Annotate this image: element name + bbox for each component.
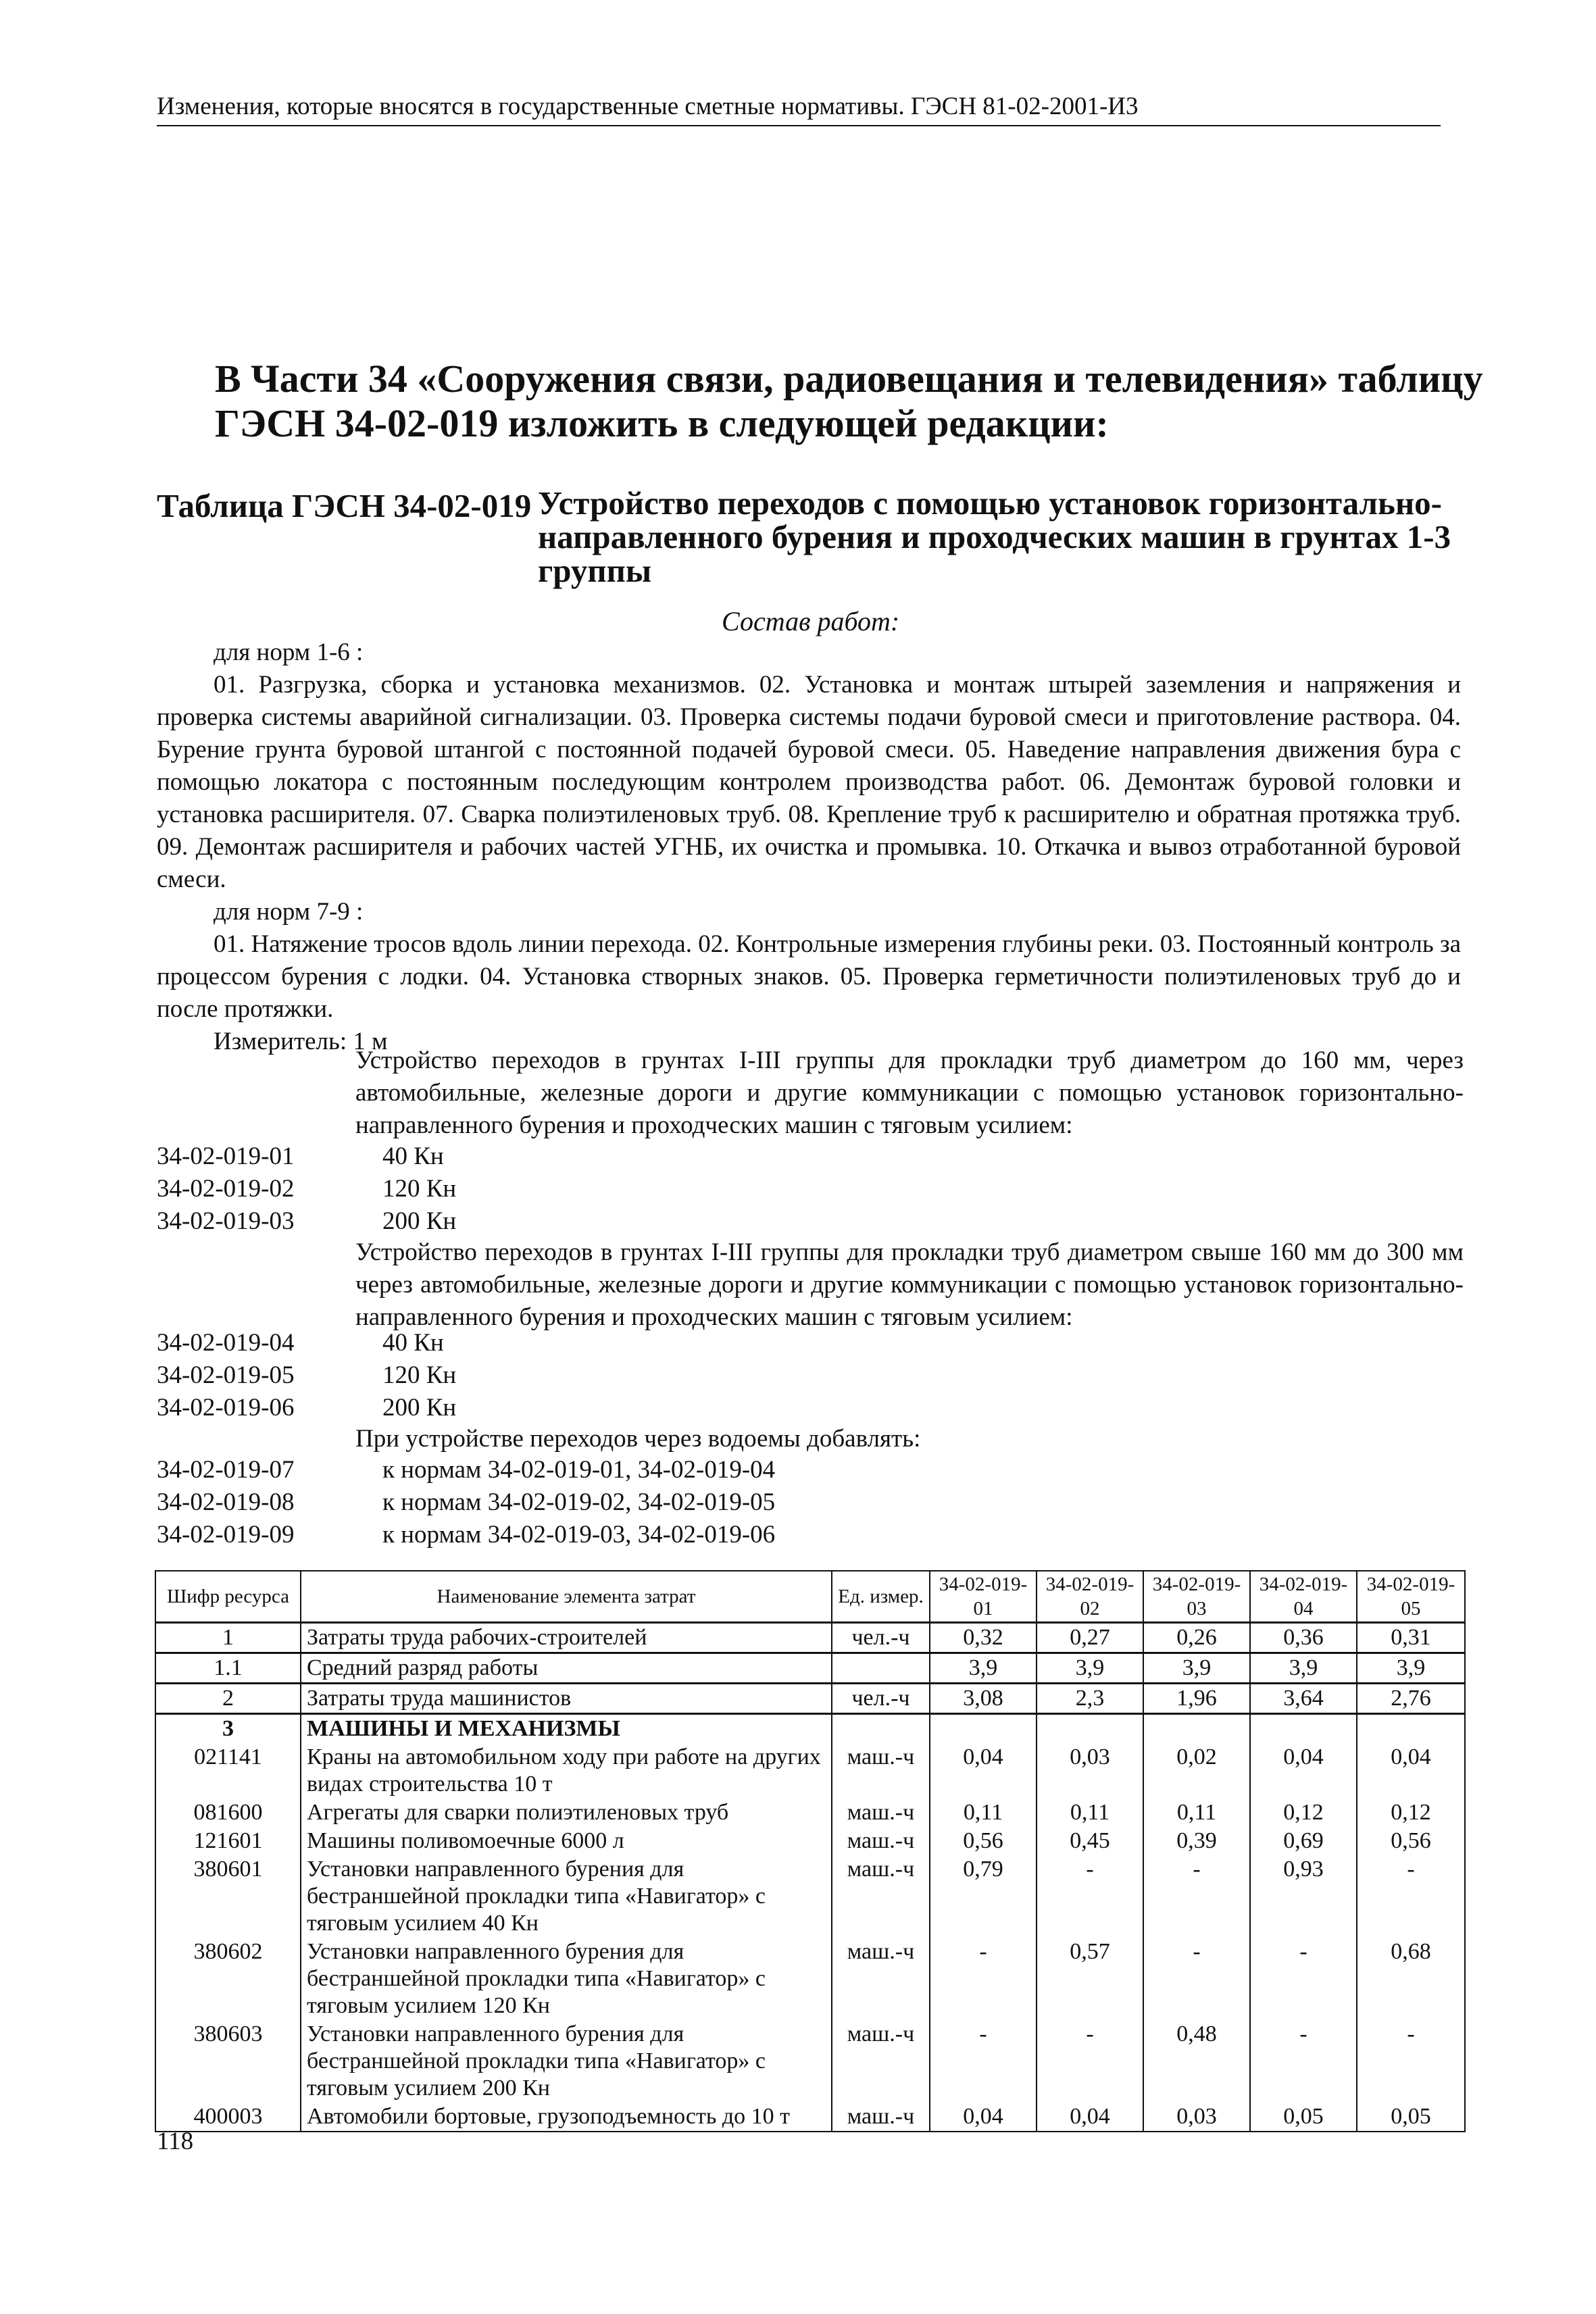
resource-unit: чел.-ч: [832, 1684, 930, 1714]
resource-code: 380602: [155, 1938, 301, 2020]
norm-value-cell: 3,9: [1037, 1653, 1143, 1684]
resource-name: Автомобили бортовые, грузоподъемность до 10 т: [301, 2103, 832, 2132]
norm-value: 200 Кн: [382, 1394, 457, 1422]
resource-name: МАШИНЫ И МЕХАНИЗМЫ: [301, 1714, 832, 1744]
norm-value-cell: 0,11: [930, 1799, 1037, 1827]
table-title-text: Устройство переходов с помощью установок горизонтально-направленного бурения и проходческих машин в грунтах 1-3 группы: [538, 484, 1451, 589]
group2-description: Устройство переходов в грунтах I-III группы для прокладки труб диаметром свыше 160 мм до 300 мм через автомобильные, железные дороги и другие коммуникации с помощью установок горизонтально-направленного бурения и проходческих машин с тяговым усилием:: [355, 1238, 1464, 1331]
resources-table: [155, 1570, 1466, 2132]
table-title-label: Таблица ГЭСН 34-02-019: [157, 487, 532, 524]
table-row: [155, 1623, 1465, 1653]
norm-value-cell: 3,9: [1143, 1653, 1250, 1684]
norm-value-cell: 0,05: [1357, 2103, 1465, 2132]
norm-value-cell: [930, 1714, 1037, 1744]
norm-value-cell: -: [1250, 1938, 1357, 2020]
resource-code: 081600: [155, 1799, 301, 1827]
header-code: Шифр ресурса: [155, 1571, 301, 1623]
header-norm-col: 34-02-019-03: [1143, 1571, 1250, 1623]
norm-value-cell: -: [1037, 2020, 1143, 2103]
table-row: [155, 1938, 1465, 2020]
norm-value-cell: 2,76: [1357, 1684, 1465, 1714]
norm-value-cell: 0,02: [1143, 1743, 1250, 1799]
norm-value-cell: 0,11: [1037, 1799, 1143, 1827]
meter-line: Измеритель: 1 м: [214, 1028, 388, 1055]
norm-code: 34-02-019-07: [157, 1456, 295, 1484]
norm-value-cell: [1037, 1714, 1143, 1744]
norm-value-cell: [1250, 1714, 1357, 1744]
group1-description: Устройство переходов в грунтах I-III группы для прокладки труб диаметром до 160 мм, через автомобильные, железные дороги и другие коммуникации с помощью установок горизонтально-направленного бурения и проходческих машин с тяговым усилием:: [355, 1047, 1464, 1139]
norm-code: 34-02-019-08: [157, 1488, 295, 1516]
norm-value-cell: 0,04: [1357, 1743, 1465, 1799]
norm-value-cell: -: [930, 1938, 1037, 2020]
norm-value-cell: -: [1143, 1855, 1250, 1938]
norm-value: 120 Кн: [382, 1361, 457, 1389]
norm-value-cell: 3,9: [1250, 1653, 1357, 1684]
norm-value-cell: 0,03: [1037, 1743, 1143, 1799]
norm-value-cell: 0,27: [1037, 1623, 1143, 1653]
norm-value-cell: 0,05: [1250, 2103, 1357, 2132]
norm-value-cell: 0,04: [1250, 1743, 1357, 1799]
norm-value-cell: 3,08: [930, 1684, 1037, 1714]
resource-unit: маш.-ч: [832, 1855, 930, 1938]
table-row: [155, 2020, 1465, 2103]
norm-code: 34-02-019-04: [157, 1329, 295, 1357]
section-heading: В Части 34 «Сооружения связи, радиовещания и телевидения» таблицу ГЭСН 34-02-019 изложить в следующей редакции:: [215, 357, 1483, 445]
resource-code: 380603: [155, 2020, 301, 2103]
resource-code: 2: [155, 1684, 301, 1714]
work-composition-label: Состав работ:: [722, 606, 900, 636]
norms-1-6-block: [157, 636, 1461, 1058]
norm-value: к нормам 34-02-019-01, 34-02-019-04: [382, 1456, 776, 1484]
norm-code: 34-02-019-05: [157, 1361, 295, 1389]
norm-value-cell: 0,36: [1250, 1623, 1357, 1653]
norm-value-cell: -: [1250, 2020, 1357, 2103]
header-unit: Ед. измер.: [832, 1571, 930, 1623]
norm-value-cell: 0,03: [1143, 2103, 1250, 2132]
norm-value-cell: 0,04: [930, 1743, 1037, 1799]
table-row: [155, 2103, 1465, 2132]
resource-unit: маш.-ч: [832, 1799, 930, 1827]
header-norm-col: 34-02-019-05: [1357, 1571, 1465, 1623]
norm-code: 34-02-019-09: [157, 1521, 295, 1549]
running-header: Изменения, которые вносятся в государственные сметные нормативы. ГЭСН 81-02-2001-И3: [157, 92, 1441, 126]
norm-value-cell: 0,04: [930, 2103, 1037, 2132]
resource-code: 021141: [155, 1743, 301, 1799]
norm-value-cell: 0,93: [1250, 1855, 1357, 1938]
resource-code: 3: [155, 1714, 301, 1744]
norm-value-cell: 3,9: [1357, 1653, 1465, 1684]
norm-value-cell: 3,9: [930, 1653, 1037, 1684]
norm-value-cell: 0,11: [1143, 1799, 1250, 1827]
resource-name: Затраты труда машинистов: [301, 1684, 832, 1714]
resource-name: Агрегаты для сварки полиэтиленовых труб: [301, 1799, 832, 1827]
table-header-row: [155, 1571, 1465, 1623]
table-row: [155, 1799, 1465, 1827]
norm-value-cell: 0,79: [930, 1855, 1037, 1938]
norm-value-cell: -: [1357, 1855, 1465, 1938]
resource-code: 400003: [155, 2103, 301, 2132]
norm-value-cell: 0,56: [1357, 1827, 1465, 1855]
norm-value: 40 Кн: [382, 1329, 444, 1357]
resource-name: Машины поливомоечные 6000 л: [301, 1827, 832, 1855]
norm-value-cell: 0,48: [1143, 2020, 1250, 2103]
norm-value-cell: [1357, 1714, 1465, 1744]
norms-7-9-text: 01. Натяжение тросов вдоль линии перехода. 02. Контрольные измерения глубины реки. 03. Постоянный контроль за процессом бурения с лодки. 04. Установка створных знаков. 05. Проверка герметичности полиэтиленовых труб до и после протяжки.: [157, 930, 1461, 1023]
resource-name: Установки направленного бурения для бестраншейной прокладки типа «Навигатор» с тяговым усилием 40 Кн: [301, 1855, 832, 1938]
header-norm-col: 34-02-019-01: [930, 1571, 1037, 1623]
norm-code: 34-02-019-06: [157, 1394, 295, 1422]
norm-value-cell: 0,12: [1250, 1799, 1357, 1827]
norm-value-cell: 0,69: [1250, 1827, 1357, 1855]
table-row: [155, 1714, 1465, 1744]
norm-value-cell: -: [1143, 1938, 1250, 2020]
page-number: 118: [157, 2128, 194, 2155]
norm-value-cell: 0,31: [1357, 1623, 1465, 1653]
norm-value: 40 Кн: [382, 1142, 444, 1170]
resource-unit: маш.-ч: [832, 1827, 930, 1855]
group3-description: При устройстве переходов через водоемы добавлять:: [355, 1425, 921, 1453]
resource-unit: маш.-ч: [832, 2020, 930, 2103]
resource-name: Затраты труда рабочих-строителей: [301, 1623, 832, 1653]
norm-value-cell: 0,68: [1357, 1938, 1465, 2020]
resource-name: Краны на автомобильном ходу при работе на других видах строительства 10 т: [301, 1743, 832, 1799]
resource-code: 1: [155, 1623, 301, 1653]
norm-value-cell: 0,45: [1037, 1827, 1143, 1855]
resource-unit: маш.-ч: [832, 1743, 930, 1799]
resource-unit: [832, 1653, 930, 1684]
header-norm-col: 34-02-019-04: [1250, 1571, 1357, 1623]
norm-value-cell: [1143, 1714, 1250, 1744]
norm-value-cell: 0,12: [1357, 1799, 1465, 1827]
header-norm-col: 34-02-019-02: [1037, 1571, 1143, 1623]
resource-unit: маш.-ч: [832, 2103, 930, 2132]
norm-value-cell: 2,3: [1037, 1684, 1143, 1714]
norm-value-cell: -: [1037, 1855, 1143, 1938]
norms-7-9-label: для норм 7-9 :: [214, 898, 364, 926]
norm-code: 34-02-019-02: [157, 1175, 295, 1203]
norm-value-cell: 0,57: [1037, 1938, 1143, 2020]
table-row: [155, 1855, 1465, 1938]
norm-code: 34-02-019-03: [157, 1207, 295, 1235]
norm-value-cell: 0,26: [1143, 1623, 1250, 1653]
norm-value-cell: 3,64: [1250, 1684, 1357, 1714]
norm-value-cell: -: [1357, 2020, 1465, 2103]
resource-name: Средний разряд работы: [301, 1653, 832, 1684]
resource-code: 121601: [155, 1827, 301, 1855]
resource-unit: чел.-ч: [832, 1623, 930, 1653]
resource-code: 380601: [155, 1855, 301, 1938]
resource-unit: маш.-ч: [832, 1938, 930, 2020]
table-row: [155, 1684, 1465, 1714]
norm-code: 34-02-019-01: [157, 1142, 295, 1170]
table-row: [155, 1827, 1465, 1855]
norm-value-cell: 0,32: [930, 1623, 1037, 1653]
resource-code: 1.1: [155, 1653, 301, 1684]
header-name: Наименование элемента затрат: [301, 1571, 832, 1623]
norm-value-cell: 1,96: [1143, 1684, 1250, 1714]
norms-1-6-label: для норм 1-6 :: [214, 638, 364, 666]
resource-unit: [832, 1714, 930, 1744]
resource-name: Установки направленного бурения для бестраншейной прокладки типа «Навигатор» с тяговым усилием 120 Кн: [301, 1938, 832, 2020]
norm-value: к нормам 34-02-019-03, 34-02-019-06: [382, 1521, 776, 1549]
norm-value: к нормам 34-02-019-02, 34-02-019-05: [382, 1488, 776, 1516]
norm-value: 120 Кн: [382, 1175, 457, 1203]
norms-1-6-text: 01. Разгрузка, сборка и установка механизмов. 02. Установка и монтаж штырей заземления и напряжения и проверка системы аварийной сигнализации. 03. Проверка системы подачи буровой смеси и приготовление раствора. 04. Бурение грунта буровой штангой с постоянной подачей буровой смеси. 05. Наведение направления движения бура с помощью локатора с постоянным последующим контролем производства работ. 06. Демонтаж буровой головки и установка расширителя. 07. Сварка полиэтиленовых труб. 08. Крепление труб к расширителю и обратная протяжка труб. 09. Демонтаж расширителя и рабочих частей УГНБ, их очистка и промывка. 10. Откачка и вывоз отработанной буровой смеси.: [157, 671, 1461, 893]
norm-value-cell: 0,56: [930, 1827, 1037, 1855]
norm-value-cell: 0,39: [1143, 1827, 1250, 1855]
table-row: [155, 1743, 1465, 1799]
norm-value: 200 Кн: [382, 1207, 457, 1235]
resource-name: Установки направленного бурения для бестраншейной прокладки типа «Навигатор» с тяговым усилием 200 Кн: [301, 2020, 832, 2103]
norm-value-cell: 0,04: [1037, 2103, 1143, 2132]
norm-value-cell: -: [930, 2020, 1037, 2103]
table-row: [155, 1653, 1465, 1684]
